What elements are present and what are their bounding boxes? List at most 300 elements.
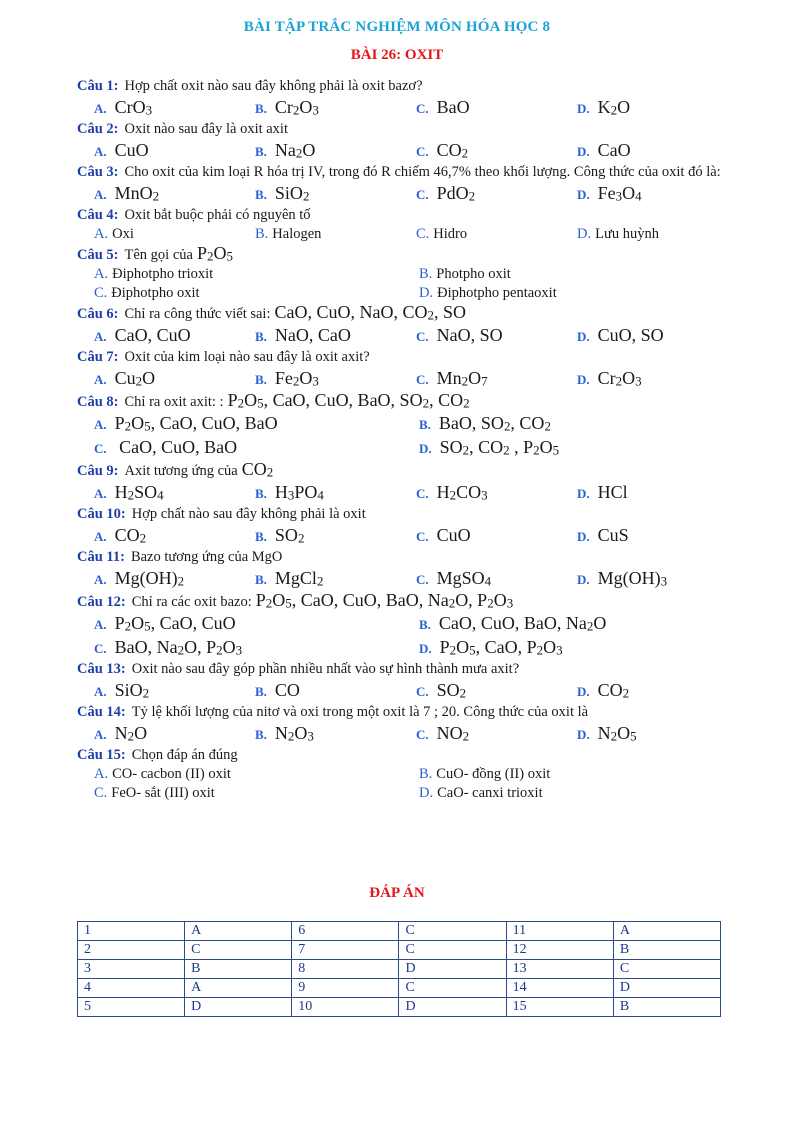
question-number: Câu 14:: [77, 704, 126, 720]
formula-text: , CO: [510, 413, 545, 433]
answer-cell: B: [185, 960, 292, 979]
answer-option-c: [416, 481, 577, 505]
formula-text: CaO, CuO, BaO, Na: [438, 613, 587, 633]
formula-text: CaO, CuO: [114, 325, 191, 345]
formula-text: SO: [436, 680, 460, 700]
table-row: [78, 922, 721, 941]
formula-text: SO: [439, 437, 463, 457]
formula-subscript: 2: [622, 685, 630, 701]
option-letter: A.: [94, 329, 107, 344]
answer-cell: D: [613, 979, 720, 998]
option-letter: A.: [94, 617, 107, 632]
answer-option-d: [419, 284, 744, 303]
option-value: [437, 140, 469, 160]
answer-cell: C: [399, 941, 506, 960]
question-11: [77, 548, 761, 591]
formula-subscript: 2: [287, 728, 295, 744]
table-row: [78, 960, 721, 979]
formula-text: PO: [294, 482, 318, 502]
question-number: Câu 10:: [77, 506, 126, 522]
answer-option-a: [94, 96, 255, 120]
option-letter: D.: [577, 684, 590, 699]
question-number-cell: 4: [78, 979, 185, 998]
question-number-cell: 3: [78, 960, 185, 979]
formula-text: CaO: [597, 140, 631, 160]
option-value: [115, 482, 164, 502]
option-letter: A.: [94, 727, 107, 742]
answer-cell: A: [185, 979, 292, 998]
answer-option-d: [419, 784, 744, 803]
question-8: [77, 391, 761, 460]
option-value: [275, 97, 319, 117]
formula-text: SiO: [114, 680, 143, 700]
formula-subscript: 2: [265, 595, 273, 611]
formula-subscript: 3: [481, 487, 488, 503]
formula-text: , SO: [433, 302, 466, 322]
formula-text: Cr: [597, 368, 616, 388]
option-value: [437, 785, 543, 801]
table-row: [78, 979, 721, 998]
formula-text: NaO, SO: [436, 325, 503, 345]
formula-text: Oxi: [112, 226, 134, 242]
option-letter: D.: [577, 727, 590, 742]
answer-option-b: [255, 367, 416, 391]
question-number: Câu 3:: [77, 164, 119, 180]
answer-option-a: [94, 324, 255, 348]
formula-subscript: 2: [297, 530, 305, 546]
formula-subscript: 2: [422, 395, 430, 411]
formula-subscript: 2: [462, 728, 470, 744]
formula-text: N: [274, 723, 288, 743]
option-letter: A.: [94, 417, 107, 432]
question-number-cell: 10: [292, 998, 399, 1017]
option-letter: C.: [416, 144, 429, 159]
formula-text: CuO: [114, 140, 149, 160]
option-letter: B.: [419, 617, 431, 632]
question-number: Câu 12:: [77, 594, 126, 610]
question-number-cell: 2: [78, 941, 185, 960]
option-value: [437, 183, 476, 203]
formula-text: BaO, Na: [114, 637, 178, 657]
formula-text: O: [302, 140, 316, 160]
option-letter: D.: [419, 785, 434, 801]
formula-subscript: 2: [468, 188, 476, 204]
formula-text: CO- cacbon (II) oxit: [112, 766, 231, 782]
answer-cell: D: [399, 998, 506, 1017]
answer-option-d: [577, 722, 738, 746]
answer-option-a: [94, 481, 255, 505]
option-letter: A.: [94, 766, 109, 782]
option-letter: C.: [416, 572, 429, 587]
answer-cell: C: [613, 960, 720, 979]
formula-text: O: [222, 637, 236, 657]
option-letter: A.: [94, 486, 107, 501]
answer-option-c: [94, 636, 419, 660]
formula-text: Cu: [114, 368, 136, 388]
formula-subscript: 5: [552, 442, 560, 458]
formula-text: O: [543, 637, 557, 657]
answer-option-a: [94, 679, 255, 703]
question-prompt: Oxit bắt buộc phải có nguyên tố: [124, 207, 311, 223]
formula-subscript: 2: [177, 573, 185, 589]
answer-options: [77, 96, 761, 120]
formula-text: CaO- canxi trioxit: [437, 785, 543, 801]
formula-text: CrO: [114, 97, 146, 117]
formula-text: K: [597, 97, 611, 117]
option-letter: C.: [416, 529, 429, 544]
formula-subscript: 3: [307, 728, 314, 744]
question-number: Câu 11:: [77, 549, 125, 565]
option-letter: D.: [577, 372, 590, 387]
question-prompt: Oxit nào sau đây góp phần nhiều nhất vào sự hình thành mưa axit?: [131, 661, 520, 677]
answer-cell: D: [399, 960, 506, 979]
formula-text: CO: [241, 459, 267, 479]
option-letter: B.: [255, 486, 267, 501]
option-value: [440, 437, 559, 457]
option-value: [437, 568, 492, 588]
formula-subscript: 2: [544, 418, 551, 434]
question-text: [77, 77, 761, 96]
answer-option-c: [416, 367, 577, 391]
option-letter: D.: [577, 329, 590, 344]
question-4: [77, 206, 761, 244]
formula-subscript: 2: [135, 373, 143, 389]
formula-text: CuO, SO: [597, 325, 664, 345]
question-formula: [256, 590, 513, 610]
question-14: [77, 703, 761, 746]
formula-text: CO: [597, 680, 623, 700]
formula-subscript: 2: [177, 642, 185, 658]
answer-option-c: [94, 284, 419, 303]
answer-cell: D: [185, 998, 292, 1017]
question-prompt: Chọn đáp án đúng: [131, 747, 238, 763]
option-letter: D.: [577, 572, 590, 587]
option-value: [598, 368, 642, 388]
answer-option-b: [255, 182, 416, 206]
formula-subscript: 2: [302, 188, 310, 204]
answer-options: [77, 139, 761, 163]
question-number-cell: 12: [506, 941, 613, 960]
question-5: [77, 244, 761, 303]
formula-text: CuO: [436, 525, 471, 545]
option-letter: B.: [255, 529, 267, 544]
answer-key-table: [77, 921, 721, 1017]
formula-text: O, P: [184, 637, 217, 657]
question-text: [77, 120, 761, 139]
formula-text: CaO, CuO, BaO: [114, 437, 238, 457]
question-number-cell: 14: [506, 979, 613, 998]
question-7: [77, 348, 761, 391]
option-value: [115, 325, 191, 345]
answer-options: [77, 324, 761, 348]
formula-subscript: 3: [287, 487, 295, 503]
option-value: [598, 183, 642, 203]
formula-text: SO: [274, 525, 298, 545]
option-value: [115, 140, 149, 160]
formula-text: MnO: [114, 183, 153, 203]
question-text: [77, 303, 761, 324]
formula-text: MgSO: [436, 568, 485, 588]
option-letter: B.: [255, 226, 269, 242]
formula-text: O: [131, 613, 145, 633]
question-12: [77, 591, 761, 660]
formula-subscript: 5: [226, 248, 233, 264]
option-letter: D.: [419, 441, 432, 456]
answer-option-c: [416, 524, 577, 548]
question-text: [77, 591, 761, 612]
formula-text: Photpho oxit: [436, 266, 511, 282]
option-value: [275, 140, 315, 160]
option-letter: D.: [419, 641, 432, 656]
formula-subscript: 4: [157, 487, 164, 503]
answer-option-b: [255, 481, 416, 505]
answer-cell: A: [613, 922, 720, 941]
option-value: [112, 226, 134, 242]
answer-option-b: [255, 324, 416, 348]
formula-text: H: [274, 482, 288, 502]
option-value: [115, 525, 147, 545]
option-value: [439, 613, 606, 633]
option-value: [275, 680, 300, 700]
answer-option-b: [255, 139, 416, 163]
option-value: [115, 437, 238, 457]
formula-text: O: [299, 368, 313, 388]
option-value: [111, 785, 214, 801]
formula-subscript: 5: [285, 595, 292, 611]
option-letter: A.: [94, 144, 107, 159]
formula-text: O: [617, 723, 631, 743]
answer-cell: A: [185, 922, 292, 941]
formula-text: P: [439, 637, 450, 657]
option-letter: C.: [416, 727, 429, 742]
formula-text: CuS: [597, 525, 629, 545]
option-value: [437, 525, 471, 545]
question-10: [77, 505, 761, 548]
formula-text: NaO, CaO: [274, 325, 351, 345]
formula-text: Lưu huỳnh: [595, 226, 659, 242]
formula-subscript: 2: [503, 418, 511, 434]
formula-text: , CaO, CuO, BaO, Na: [291, 590, 449, 610]
question-number: Câu 15:: [77, 747, 126, 763]
option-value: [598, 723, 637, 743]
formula-text: , CaO, CuO: [150, 613, 236, 633]
answer-options: [77, 481, 761, 505]
option-value: [436, 266, 511, 282]
answer-option-a: [94, 182, 255, 206]
question-list: [77, 77, 761, 803]
formula-subscript: 3: [660, 573, 668, 589]
question-number-cell: 5: [78, 998, 185, 1017]
option-letter: D.: [577, 101, 590, 116]
answer-option-c: [416, 324, 577, 348]
answer-option-a: [94, 612, 419, 636]
question-number: Câu 1:: [77, 78, 119, 94]
option-value: [272, 226, 321, 242]
formula-text: Mg(OH): [114, 568, 178, 588]
answer-option-b: [255, 567, 416, 591]
option-letter: C.: [416, 187, 429, 202]
formula-subscript: 5: [469, 642, 476, 658]
option-value: [439, 413, 551, 433]
answer-option-d: [577, 182, 738, 206]
answer-options: [77, 679, 761, 703]
answer-option-c: [416, 567, 577, 591]
option-letter: D.: [419, 285, 434, 301]
answer-option-b: [419, 412, 744, 436]
question-number-cell: 13: [506, 960, 613, 979]
option-value: [275, 723, 314, 743]
option-letter: C.: [416, 684, 429, 699]
question-number-cell: 9: [292, 979, 399, 998]
answer-option-d: [577, 524, 738, 548]
answer-cell: B: [613, 998, 720, 1017]
formula-text: , CaO, CuO, BaO: [150, 413, 278, 433]
question-number: Câu 13:: [77, 661, 126, 677]
answer-option-d: [577, 567, 738, 591]
answer-option-d: [577, 225, 738, 244]
option-letter: B.: [255, 372, 267, 387]
answer-options: [77, 722, 761, 746]
formula-text: MgCl: [274, 568, 317, 588]
formula-subscript: 3: [556, 642, 563, 658]
option-letter: D.: [577, 486, 590, 501]
formula-subscript: 4: [484, 573, 492, 589]
answer-options: [77, 367, 761, 391]
question-prompt: Oxit của kim loại nào sau đây là oxit axit?: [124, 349, 370, 365]
answer-cell: C: [185, 941, 292, 960]
question-prompt: Chỉ ra oxit axit: :: [124, 394, 224, 410]
formula-subscript: 2: [127, 487, 135, 503]
formula-text: SiO: [274, 183, 303, 203]
formula-subscript: 3: [235, 642, 243, 658]
question-prompt: Chỉ ra công thức viết sai:: [124, 306, 271, 322]
option-value: [437, 97, 470, 117]
formula-text: Mg(OH): [597, 568, 661, 588]
formula-text: P: [114, 413, 125, 433]
question-text: [77, 244, 761, 265]
formula-subscript: 2: [610, 102, 618, 118]
answer-option-c: [416, 722, 577, 746]
formula-subscript: 2: [462, 442, 470, 458]
formula-text: O: [213, 243, 227, 263]
page-title: BÀI TẬP TRẮC NGHIỆM MÔN HÓA HỌC 8: [243, 19, 551, 35]
answer-option-a: [94, 139, 255, 163]
answer-option-c: [94, 784, 419, 803]
formula-subscript: 2: [295, 145, 303, 161]
formula-text: SO: [134, 482, 158, 502]
question-2: [77, 120, 761, 163]
option-value: [275, 368, 319, 388]
formula-subscript: 5: [144, 618, 151, 634]
question-number: Câu 9:: [77, 463, 119, 479]
option-value: [433, 226, 467, 242]
question-number: Câu 5:: [77, 247, 119, 263]
option-letter: C.: [94, 785, 108, 801]
answer-options: [77, 182, 761, 206]
answer-option-d: [577, 324, 738, 348]
formula-subscript: 5: [144, 418, 151, 434]
option-value: [440, 637, 563, 657]
answer-option-a: [94, 265, 419, 284]
formula-text: P: [255, 590, 266, 610]
formula-text: O: [244, 390, 258, 410]
question-prompt: Cho oxit của kim loại R hóa trị IV, trong đó R chiếm 46,7% theo khối lượng. Công thức của oxit đó là:: [124, 164, 721, 180]
option-value: [595, 226, 659, 242]
formula-subscript: 2: [448, 595, 456, 611]
option-value: [275, 482, 324, 502]
option-letter: C.: [94, 285, 108, 301]
option-letter: C.: [94, 641, 107, 656]
option-value: [437, 680, 467, 700]
question-text: [77, 505, 761, 524]
formula-subscript: 2: [142, 685, 150, 701]
answer-option-c: [94, 436, 419, 460]
question-number: Câu 4:: [77, 207, 119, 223]
formula-text: Mn: [436, 368, 462, 388]
option-letter: C.: [416, 226, 430, 242]
option-letter: C.: [416, 372, 429, 387]
formula-subscript: 2: [449, 642, 457, 658]
formula-subscript: 2: [586, 618, 594, 634]
option-letter: C.: [416, 486, 429, 501]
question-prompt: Tên gọi của: [124, 247, 193, 263]
option-value: [598, 97, 630, 117]
option-value: [115, 723, 147, 743]
question-number-cell: 1: [78, 922, 185, 941]
answer-option-b: [255, 524, 416, 548]
question-text: [77, 391, 761, 412]
option-letter: B.: [255, 329, 267, 344]
formula-text: Hidro: [433, 226, 468, 242]
answer-option-d: [419, 636, 744, 660]
option-letter: B.: [419, 266, 433, 282]
formula-text: Cr: [274, 97, 293, 117]
answer-option-c: [416, 225, 577, 244]
question-text: [77, 746, 761, 765]
formula-text: , CaO, P: [475, 637, 537, 657]
formula-subscript: 2: [206, 248, 214, 264]
question-number: Câu 6:: [77, 306, 119, 322]
answer-option-b: [255, 225, 416, 244]
formula-text: O: [593, 613, 607, 633]
formula-text: O: [142, 368, 156, 388]
option-value: [598, 325, 664, 345]
table-row: [78, 941, 721, 960]
formula-subscript: 2: [461, 373, 469, 389]
option-letter: B.: [255, 187, 267, 202]
formula-subscript: 2: [459, 685, 467, 701]
formula-subscript: 2: [139, 530, 147, 546]
option-value: [598, 482, 628, 502]
option-letter: A.: [94, 529, 107, 544]
question-9: [77, 460, 761, 505]
formula-subscript: 5: [257, 395, 264, 411]
formula-subscript: 3: [506, 595, 514, 611]
answer-option-a: [94, 367, 255, 391]
option-value: [598, 140, 631, 160]
formula-text: O: [468, 368, 482, 388]
question-text: [77, 206, 761, 225]
answer-options: [77, 265, 761, 303]
question-1: [77, 77, 761, 120]
formula-text: P: [227, 390, 238, 410]
formula-subscript: 2: [292, 373, 300, 389]
formula-text: Halogen: [272, 226, 322, 242]
option-value: [112, 766, 231, 782]
formula-subscript: 5: [630, 728, 637, 744]
option-letter: B.: [255, 727, 267, 742]
question-number-cell: 8: [292, 960, 399, 979]
